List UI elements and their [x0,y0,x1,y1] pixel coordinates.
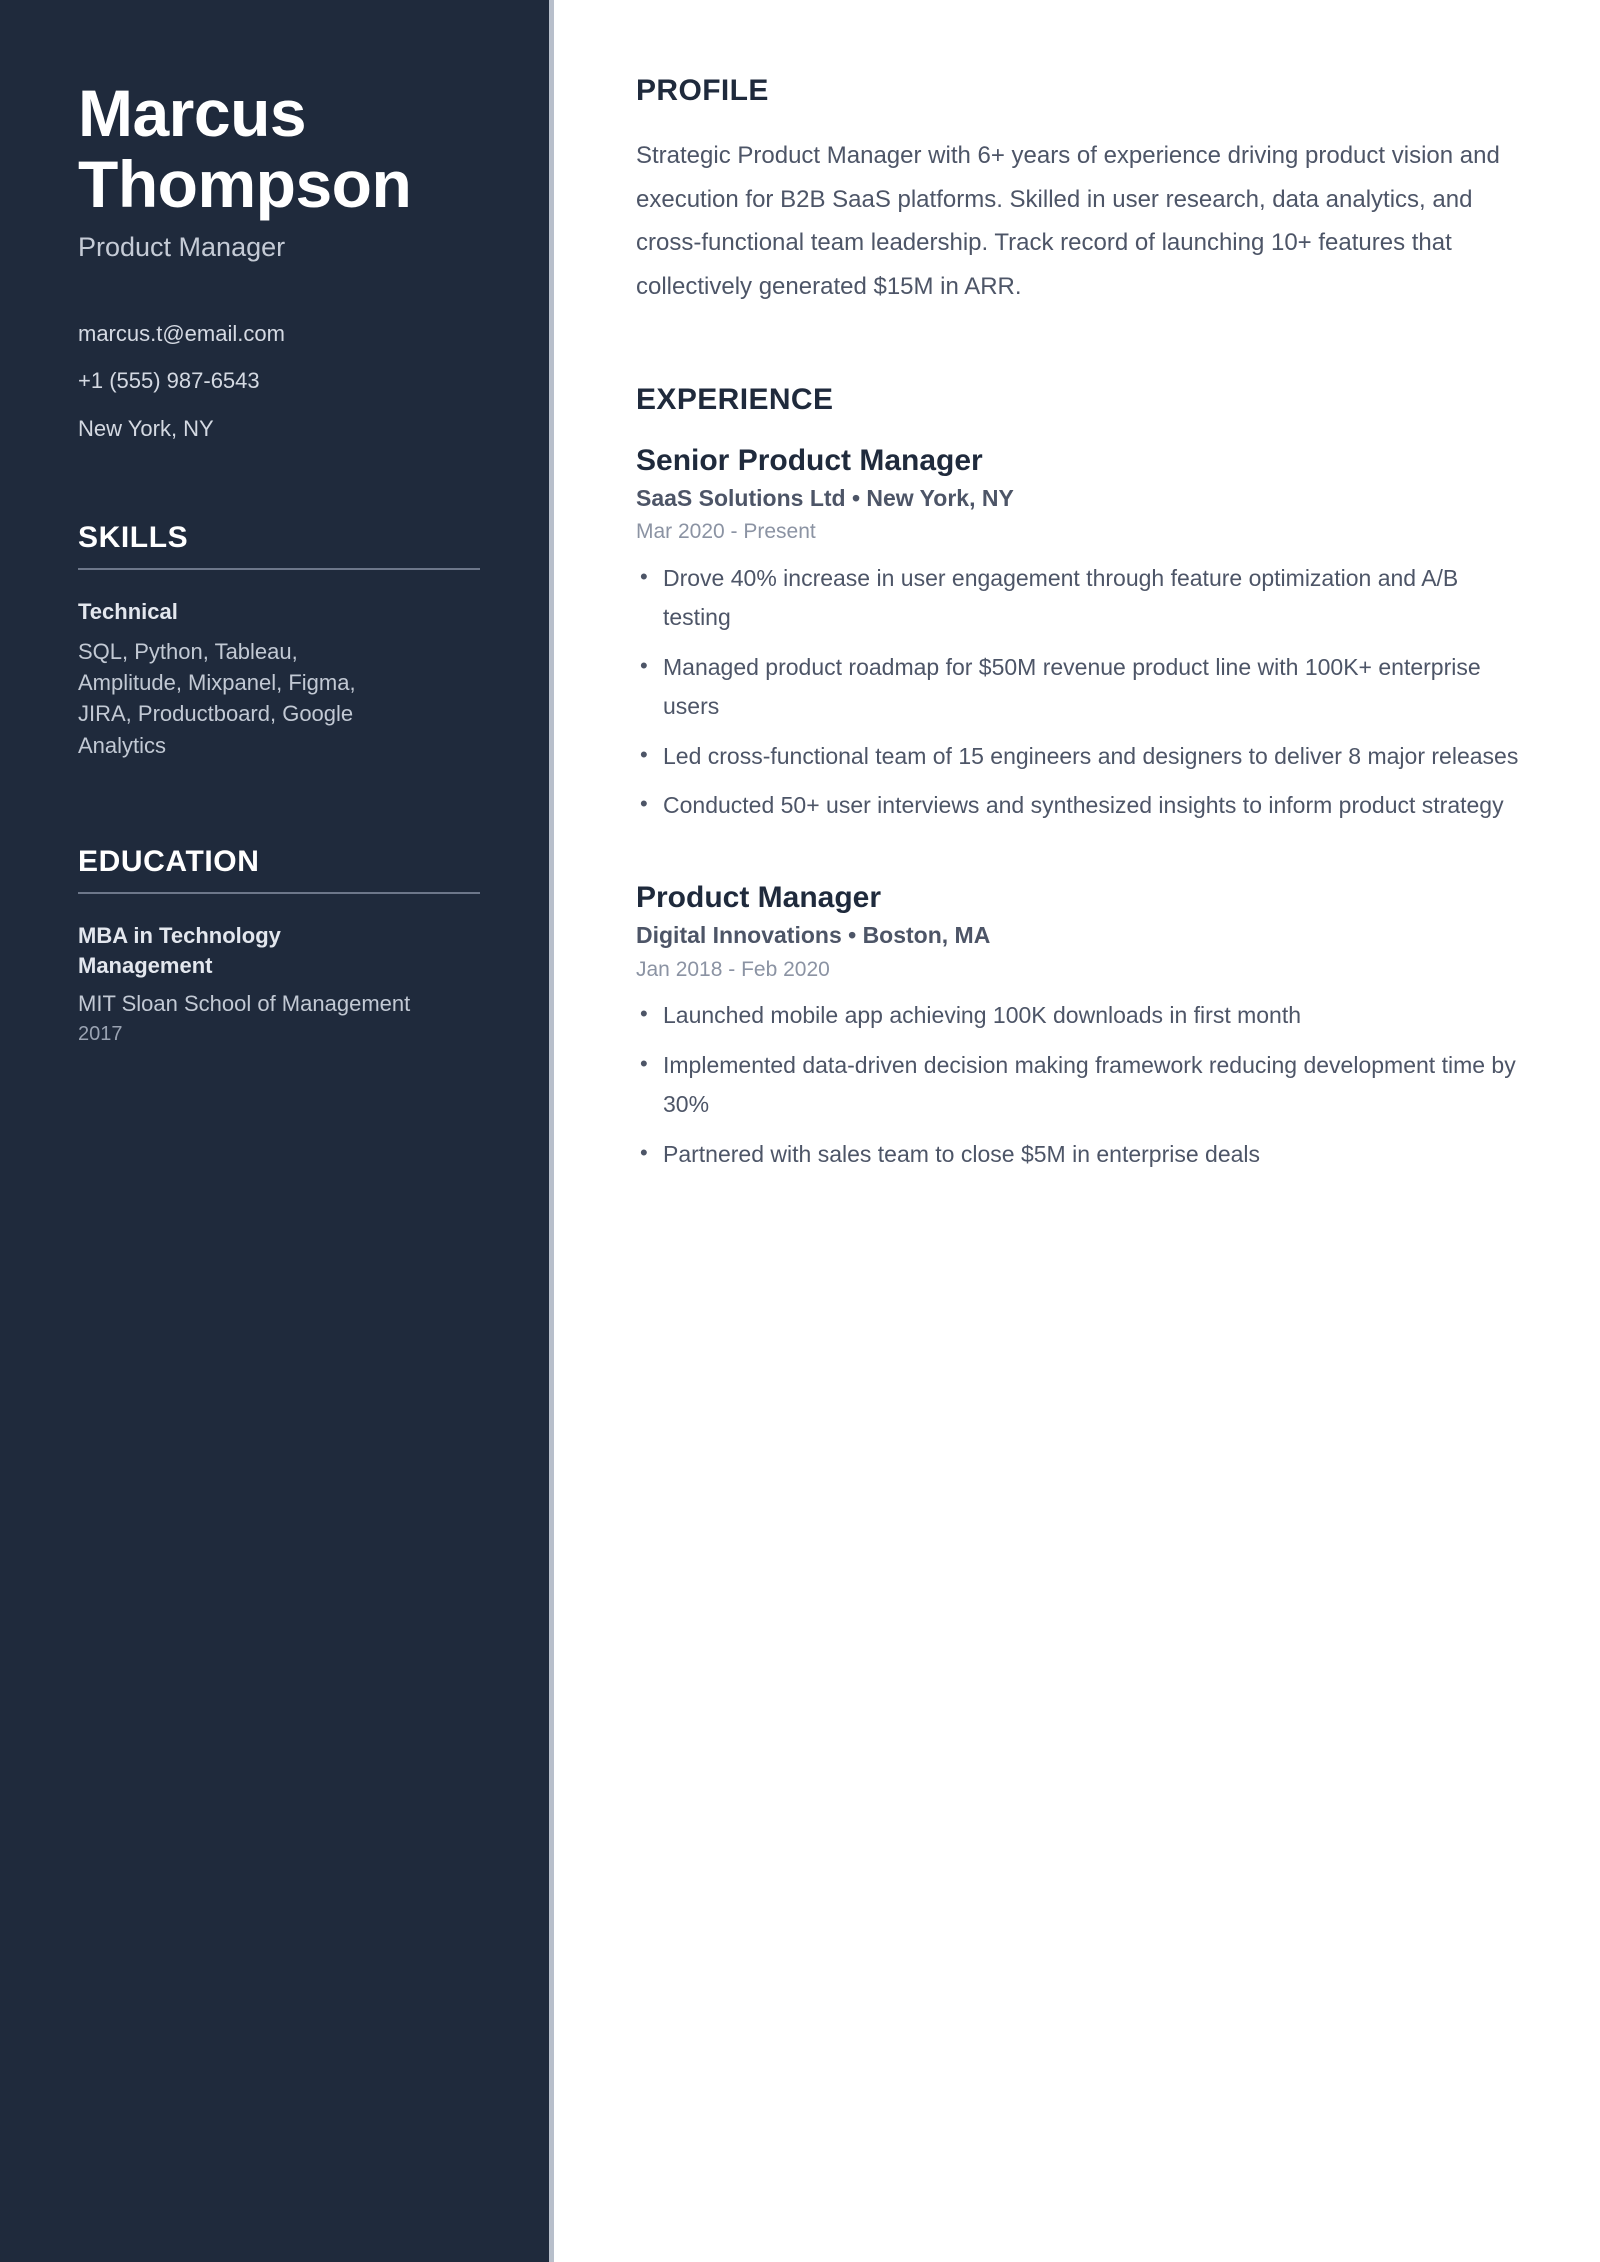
job-role: Product Manager [636,881,882,915]
job-company: Digital Innovations • Boston, MA [636,922,991,949]
job-dates: Mar 2020 - Present [636,520,816,544]
experience-entry [636,443,1522,826]
education-year: 2017 [78,1023,123,1046]
job-bullet: • Led cross-functional team of 15 engineers and designers to deliver 8 major releases [636,737,1522,777]
skills-group-items: SQL, Python, Tableau, Amplitude, Mixpanel, Figma, JIRA, Productboard, Google Analytics [78,638,356,758]
education-divider [78,892,480,894]
job-bullet: • Managed product roadmap for $50M revenue product line with 100K+ enterprise users [636,648,1522,727]
education-degree: MBA in Technology Management [78,922,281,978]
candidate-name: Marcus Thompson [78,76,412,222]
job-bullets [636,996,1522,1174]
skills-heading: SKILLS [78,521,189,555]
experience-entry [636,880,1522,1174]
education-entry [78,921,475,1048]
contact-location: New York, NY [78,415,214,441]
job-bullet: • Partnered with sales team to close $5M in enterprise deals [636,1135,1522,1175]
education-school: MIT Sloan School of Management [78,991,411,1017]
skills-group-label: Technical [78,599,178,625]
contact-block [78,317,475,445]
profile-heading: PROFILE [636,74,769,107]
job-bullet: • Conducted 50+ user interviews and synthesized insights to inform product strategy [636,786,1522,826]
job-company: SaaS Solutions Ltd • New York, NY [636,484,1014,511]
job-bullet: • Launched mobile app achieving 100K downloads in first month [636,996,1522,1036]
experience-section [636,383,1522,1175]
profile-section [636,74,1522,309]
contact-phone: +1 (555) 987-6543 [78,368,260,394]
experience-heading: EXPERIENCE [636,382,834,416]
contact-email: marcus.t@email.com [78,320,285,346]
job-bullet: • Implemented data-driven decision making framework reducing development time by 30% [636,1046,1522,1125]
skills-section [78,521,475,761]
job-bullet: • Drove 40% increase in user engagement through feature optimization and A/B testing [636,559,1522,638]
profile-text: Strategic Product Manager with 6+ years of experience driving product vision and execution for B2B SaaS platforms. Skilled in user research, data analytics, and cross-functional team leadership. Track record of launching 10+ features that collectively generated $15M in ARR. [636,142,1500,301]
job-role: Senior Product Manager [636,443,983,477]
skills-group [78,597,475,761]
education-heading: EDUCATION [78,844,260,878]
job-bullets [636,559,1522,826]
main-content [554,0,1600,2262]
candidate-title: Product Manager [78,231,286,262]
skills-divider [78,568,480,570]
education-section [78,845,475,1048]
job-dates: Jan 2018 - Feb 2020 [636,957,830,981]
sidebar [0,0,554,2262]
